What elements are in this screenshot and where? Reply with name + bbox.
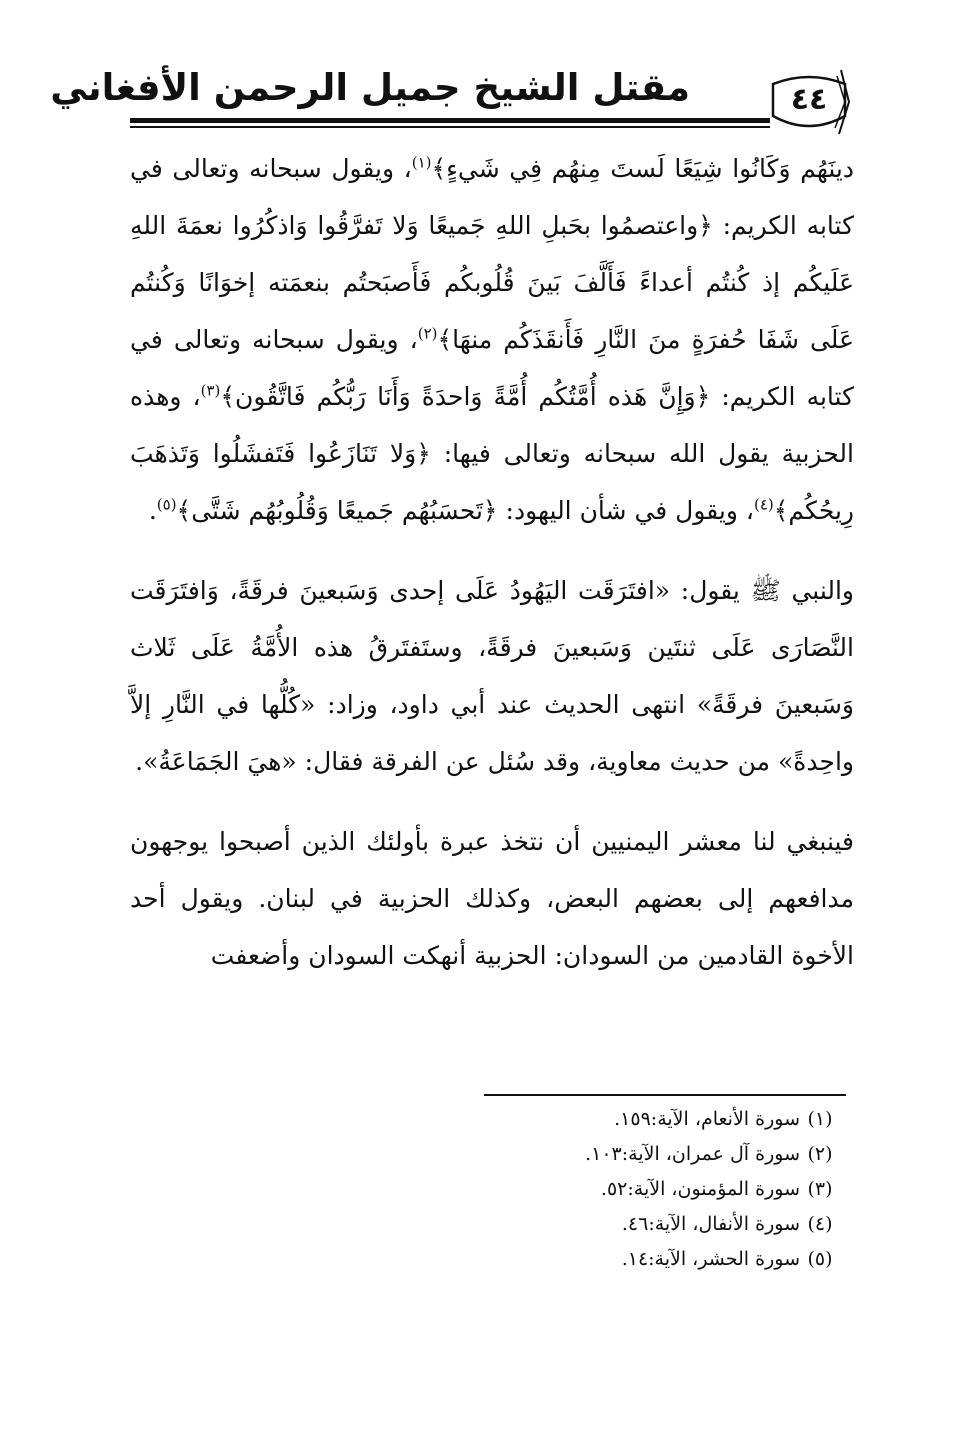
footnote-number: (٣) bbox=[807, 1178, 833, 1200]
text-segment: ، ويقول سبحانه وتعالى في كتابه الكريم: ﴿واعتصمُوا بحَبلِ اللهِ جَميعًا وَلا تَفرَّقُوا وَاذكُرُوا نعمَةَ اللهِ عَلَيكُم إذ كُنتُم أعداءً فَأَلَّفَ بَينَ قُلُوبكُم فَأَصبَحتُم بنعمَته إخوَانًا وَكُنتُم عَلَى شَفَا حُفرَةٍ منَ النَّارِ فَأَنقَذَكُم منهَا﴾ bbox=[130, 154, 854, 354]
footnote-item bbox=[470, 1242, 840, 1277]
text-segment: . bbox=[148, 496, 157, 525]
paragraph bbox=[130, 140, 854, 539]
header-rule-thick bbox=[130, 118, 770, 123]
footnote-text: سورة الحشر، الآية:١٤. bbox=[621, 1248, 800, 1270]
footnote-number: (٤) bbox=[807, 1213, 833, 1235]
footnotes bbox=[470, 1102, 840, 1277]
paragraph bbox=[130, 562, 854, 790]
footnote-item bbox=[470, 1172, 840, 1207]
footnote-reference: (١) bbox=[411, 153, 432, 172]
text-segment: ، ويقول سبحانه وتعالى في كتابه الكريم: ﴿وَإِنَّ هَذه أُمَّتُكُم أُمَّةً وَاحدَةً وَأَنَا رَبُّكُم فَاتَّقُون﴾ bbox=[130, 325, 854, 411]
main-text bbox=[130, 140, 854, 984]
footnote-text: سورة الأنفال، الآية:٤٦. bbox=[621, 1213, 800, 1235]
text-segment: ، ويقول في شأن اليهود: ﴿تَحسَبُهُم جَميعًا وَقُلُوبُهُم شَتَّى﴾ bbox=[176, 496, 754, 525]
footnote-text: سورة المؤمنون، الآية:٥٢. bbox=[600, 1178, 800, 1200]
header-rule-thin bbox=[130, 126, 770, 128]
footnote-number: (٥) bbox=[807, 1248, 833, 1270]
text-segment: ، وهذه الحزبية يقول الله سبحانه وتعالى فيها: ﴿وَلا تَنَازَعُوا فَتَفشَلُوا وَتَذهَبَ رِيحُكُم﴾ bbox=[130, 382, 854, 525]
footnote-number: (١) bbox=[807, 1108, 833, 1130]
text-segment: دينَهُم وَكَانُوا شِيَعًا لَستَ مِنهُم فِي شَيءٍ﴾ bbox=[431, 154, 854, 183]
footnote-text: سورة آل عمران، الآية:١٠٣. bbox=[585, 1143, 800, 1165]
page-number: ٤٤ bbox=[790, 82, 828, 117]
footnote-number: (٢) bbox=[807, 1143, 833, 1165]
footnote-reference: (٢) bbox=[417, 324, 438, 343]
text-segment: فينبغي لنا معشر اليمنيين أن نتخذ عبرة بأولئك الذين أصبحوا يوجهون مدافعهم إلى بعضهم البعض، وكذلك الحزبية في لبنان. ويقول أحد الأخوة القادمين من السودان: الحزبية أنهكت السودان وأضعفت bbox=[130, 827, 854, 970]
footnote-reference: (٤) bbox=[753, 495, 774, 514]
footnote-item bbox=[470, 1137, 840, 1172]
footnote-text: سورة الأنعام، الآية:١٥٩. bbox=[614, 1108, 800, 1130]
paragraph bbox=[130, 813, 854, 984]
footnote-reference: (٣) bbox=[200, 381, 221, 400]
footnote-item bbox=[470, 1207, 840, 1242]
text-segment: والنبي ﷺ يقول: «افتَرَقَت اليَهُودُ عَلَى إحدى وَسَبعينَ فرقَةً، وَافتَرَقَت النَّصَارَى عَلَى ثنتَين وَسَبعينَ فرقَةً، وستَفتَرقُ هذه الأُمَّةُ عَلَى ثَلاث وَسَبعينَ فرقَةً» انتهى الحديث عند أبي داود، وزاد: «كُلُّها في النَّارِ إلاَّ واحِدةً» من حديث معاوية، وقد سُئل عن الفرقة فقال: «هيَ الجَمَاعَةُ». bbox=[130, 576, 854, 776]
book-title: مقتل الشيخ جميل الرحمن الأفغاني bbox=[50, 66, 690, 109]
footnote-separator bbox=[484, 1094, 846, 1096]
page-header bbox=[50, 52, 850, 142]
footnote-reference: (٥) bbox=[156, 495, 177, 514]
footnote-item bbox=[470, 1102, 840, 1137]
